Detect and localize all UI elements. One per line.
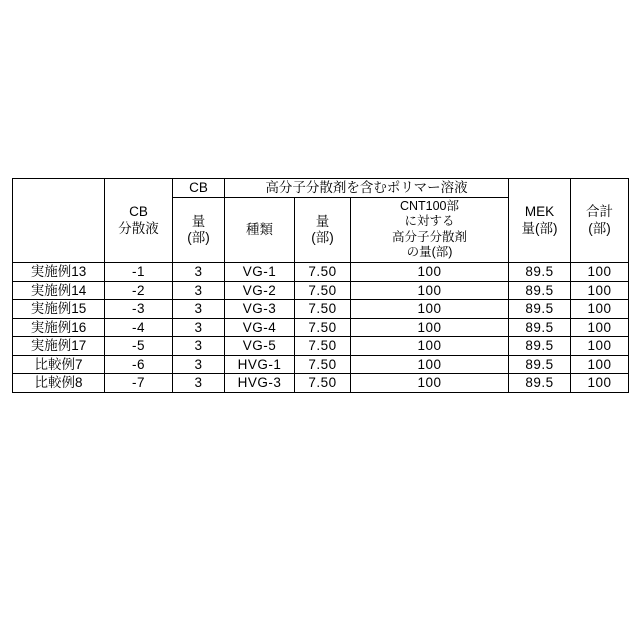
table-row (13, 300, 629, 319)
cell-cb-dispersion: -7 (105, 374, 173, 393)
cell-type: VG-4 (225, 318, 295, 337)
cell-cnt-ratio: 100 (351, 337, 509, 356)
row-label: 実施例15 (13, 300, 105, 319)
header-mek-line1: MEK (524, 204, 555, 220)
formulation-table (12, 178, 629, 393)
header-total-line2: (部) (588, 220, 611, 236)
row-label: 比較例7 (13, 355, 105, 374)
cell-total: 100 (571, 374, 629, 393)
row-label: 比較例8 (13, 374, 105, 393)
header-cnt-line1: CNT100部 (399, 198, 460, 213)
cell-total: 100 (571, 300, 629, 319)
table-row (13, 337, 629, 356)
header-mek-line2: 量(部) (521, 220, 558, 236)
cell-cb-amount: 3 (173, 374, 225, 393)
cell-type: VG-5 (225, 337, 295, 356)
cell-cnt-ratio: 100 (351, 281, 509, 300)
cell-cb-dispersion: -5 (105, 337, 173, 356)
header-corner-blank (13, 179, 105, 263)
table-row (13, 281, 629, 300)
cell-total: 100 (571, 337, 629, 356)
header-cb-amount (173, 197, 225, 263)
cell-cb-amount: 3 (173, 337, 225, 356)
row-label: 実施例13 (13, 263, 105, 282)
header-cnt-line4: の量(部) (406, 245, 453, 260)
cell-cb-dispersion: -4 (105, 318, 173, 337)
table-row (13, 355, 629, 374)
cell-cb-dispersion: -2 (105, 281, 173, 300)
cell-cb-amount: 3 (173, 318, 225, 337)
table-row (13, 374, 629, 393)
cell-cnt-ratio: 100 (351, 263, 509, 282)
cell-cb-amount: 3 (173, 281, 225, 300)
header-mek (509, 179, 571, 263)
cell-mek: 89.5 (509, 300, 571, 319)
cell-cb-amount: 3 (173, 263, 225, 282)
row-label: 実施例16 (13, 318, 105, 337)
cell-amount: 7.50 (295, 300, 351, 319)
cell-total: 100 (571, 281, 629, 300)
cell-mek: 89.5 (509, 374, 571, 393)
cell-mek: 89.5 (509, 263, 571, 282)
header-amount-line2: (部) (311, 229, 334, 245)
cell-total: 100 (571, 355, 629, 374)
header-row-group (13, 179, 629, 198)
header-cb-group: CB (173, 179, 225, 198)
cell-cnt-ratio: 100 (351, 318, 509, 337)
cell-mek: 89.5 (509, 355, 571, 374)
cell-amount: 7.50 (295, 355, 351, 374)
cell-amount: 7.50 (295, 374, 351, 393)
table-body (13, 263, 629, 393)
row-label: 実施例14 (13, 281, 105, 300)
cell-amount: 7.50 (295, 318, 351, 337)
header-amount-line1: 量 (315, 213, 330, 229)
header-cnt-line3: 高分子分散剤 (391, 229, 467, 244)
cell-total: 100 (571, 318, 629, 337)
table-container (12, 178, 628, 393)
header-cnt-ratio (351, 197, 509, 263)
cell-cb-dispersion: -6 (105, 355, 173, 374)
cell-mek: 89.5 (509, 281, 571, 300)
header-type: 種類 (225, 197, 295, 263)
header-amount (295, 197, 351, 263)
cell-cnt-ratio: 100 (351, 355, 509, 374)
cell-amount: 7.50 (295, 337, 351, 356)
cell-mek: 89.5 (509, 337, 571, 356)
header-cb-dispersion (105, 179, 173, 263)
cell-cb-amount: 3 (173, 300, 225, 319)
header-cb-dispersion-line2: 分散液 (118, 220, 159, 236)
cell-type: VG-2 (225, 281, 295, 300)
cell-cb-amount: 3 (173, 355, 225, 374)
table-row (13, 318, 629, 337)
cell-cnt-ratio: 100 (351, 300, 509, 319)
cell-amount: 7.50 (295, 263, 351, 282)
cell-total: 100 (571, 263, 629, 282)
table-row (13, 263, 629, 282)
cell-mek: 89.5 (509, 318, 571, 337)
cell-cnt-ratio: 100 (351, 374, 509, 393)
header-cb-dispersion-line1: CB (129, 203, 148, 219)
table-header (13, 179, 629, 263)
header-total-line1: 合計 (586, 204, 613, 220)
cell-type: HVG-3 (225, 374, 295, 393)
row-label: 実施例17 (13, 337, 105, 356)
header-cb-amount-line1: 量 (191, 213, 206, 229)
cell-cb-dispersion: -1 (105, 263, 173, 282)
header-polymer-group: 高分子分散剤を含むポリマー溶液 (225, 179, 509, 198)
cell-type: VG-1 (225, 263, 295, 282)
header-total (571, 179, 629, 263)
cell-amount: 7.50 (295, 281, 351, 300)
cell-type: HVG-1 (225, 355, 295, 374)
header-cnt-line2: に対する (404, 214, 455, 229)
cell-cb-dispersion: -3 (105, 300, 173, 319)
cell-type: VG-3 (225, 300, 295, 319)
header-cb-amount-line2: (部) (187, 229, 210, 245)
